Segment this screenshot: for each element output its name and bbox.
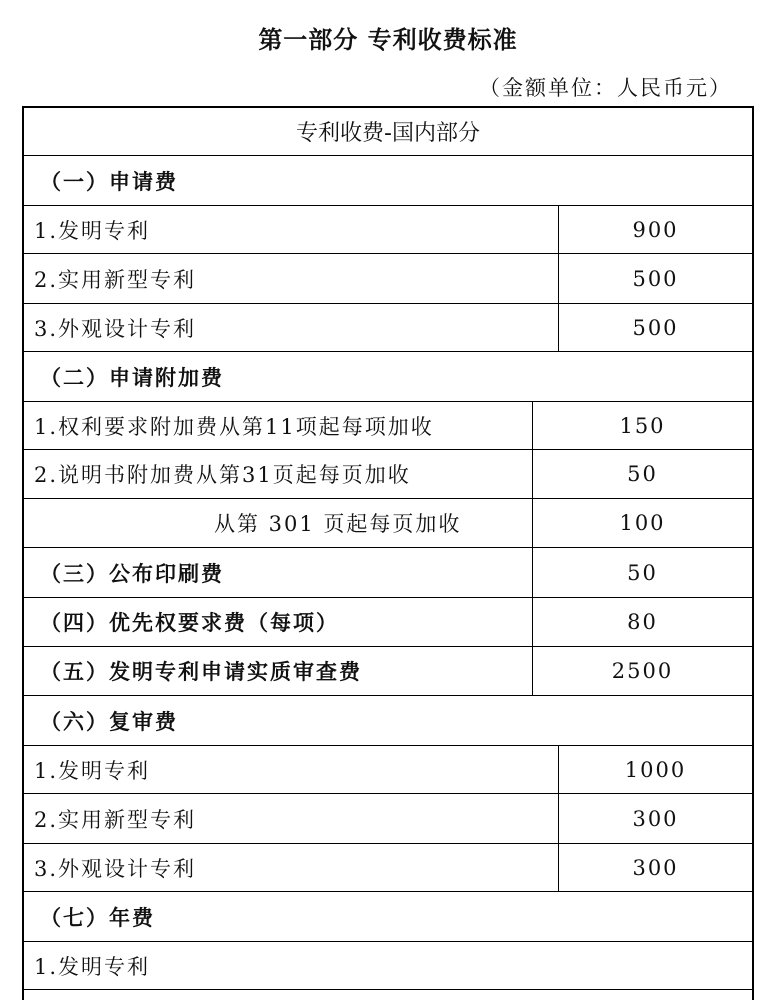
section-value: 80 xyxy=(532,598,752,646)
section-label: （二）申请附加费 xyxy=(40,365,224,390)
table-row xyxy=(24,304,752,352)
section-label: （三）公布印刷费 xyxy=(40,561,224,586)
currency-unit-note: （金额单位：人民币元） xyxy=(479,76,732,100)
item-label: 2.说明书附加费从第31页起每页加收 xyxy=(34,463,411,487)
section-label: （四）优先权要求费（每项） xyxy=(40,611,339,635)
section-label: （五）发明专利申请实质审查费 xyxy=(40,660,362,684)
item-value: 1000 xyxy=(558,746,752,793)
item-value: 900 xyxy=(558,206,752,253)
table-header-row xyxy=(24,108,752,156)
item-label: 3.外观设计专利 xyxy=(34,856,197,881)
table-header: 专利收费-国内部分 xyxy=(296,121,480,146)
section-label: （七）年费 xyxy=(40,905,155,930)
section-value: 50 xyxy=(532,548,752,597)
table-row xyxy=(24,402,752,450)
item-value: 300 xyxy=(558,794,752,843)
item-label: 3.外观设计专利 xyxy=(34,316,197,341)
section-row xyxy=(24,156,752,206)
section-label: （一）申请费 xyxy=(40,169,178,194)
item-label: 从第 301 页起每页加收 xyxy=(214,512,462,536)
item-value: 100 xyxy=(532,499,752,547)
item-label: 1.权利要求附加费从第11项起每项加收 xyxy=(34,414,434,439)
item-label: 2.实用新型专利 xyxy=(34,807,197,832)
page-title: 第一部分 专利收费标准 xyxy=(258,26,518,54)
section-row xyxy=(24,352,752,402)
table-row xyxy=(24,450,752,499)
table-row xyxy=(24,206,752,254)
item-label: 2.实用新型专利 xyxy=(34,267,197,292)
section-row xyxy=(24,892,752,942)
table-row xyxy=(24,942,752,990)
section-label: （六）复审费 xyxy=(40,709,178,734)
table-row xyxy=(24,746,752,794)
table-row xyxy=(24,548,752,598)
table-row xyxy=(24,794,752,844)
item-label: 1.发明专利 xyxy=(34,218,151,243)
item-value: 50 xyxy=(532,450,752,498)
item-value: 500 xyxy=(558,304,752,351)
table-row xyxy=(24,598,752,647)
item-value: 150 xyxy=(532,402,752,449)
item-value: 300 xyxy=(558,844,752,891)
section-value: 2500 xyxy=(532,647,752,695)
table-row xyxy=(24,844,752,892)
section-row xyxy=(24,696,752,746)
item-value: 500 xyxy=(558,254,752,303)
table-row xyxy=(24,254,752,304)
item-label: 1.发明专利 xyxy=(34,758,151,783)
fee-table xyxy=(22,106,754,1000)
table-row xyxy=(24,647,752,696)
item-label: 1.发明专利 xyxy=(34,954,151,979)
table-row xyxy=(24,499,752,548)
